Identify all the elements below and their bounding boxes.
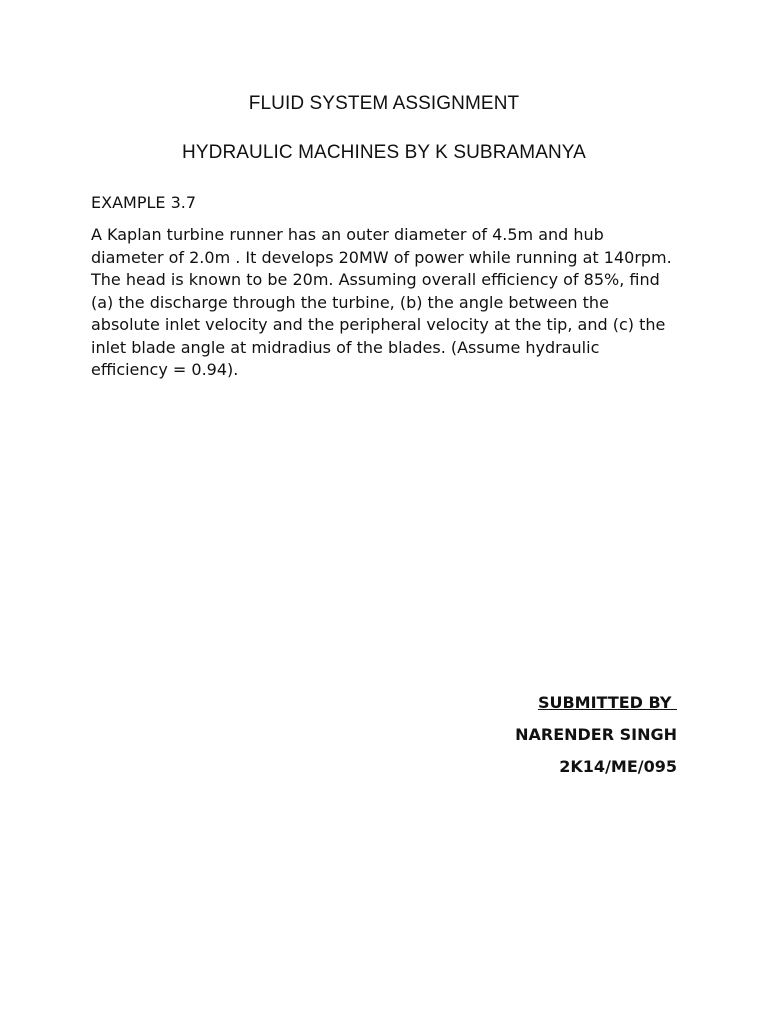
problem-statement: A Kaplan turbine runner has an outer diameter of 4.5m and hub diameter of 2.0m . It develops 20MW of power while running at 140rpm. The head is known to be 20m. Assuming overall efficiency of 85%, find (a) the discharge through the turbine, (b) the angle between the absolute inlet velocity and the peripheral velocity at the tip, and (c) the inlet blade angle at midradius of the blades. (Assume hydraulic efficiency = 0.94). xyxy=(91,225,672,379)
submitted-by-label: SUBMITTED BY xyxy=(537,693,677,712)
example-label: EXAMPLE 3.7 xyxy=(91,193,197,212)
signature-block xyxy=(515,692,677,788)
author-name: NARENDER SINGH xyxy=(515,725,677,744)
document-subtitle: HYDRAULIC MACHINES BY K SUBRAMANYA xyxy=(182,142,586,163)
roll-number: 2K14/ME/095 xyxy=(559,757,677,776)
document-title: FLUID SYSTEM ASSIGNMENT xyxy=(248,93,520,114)
